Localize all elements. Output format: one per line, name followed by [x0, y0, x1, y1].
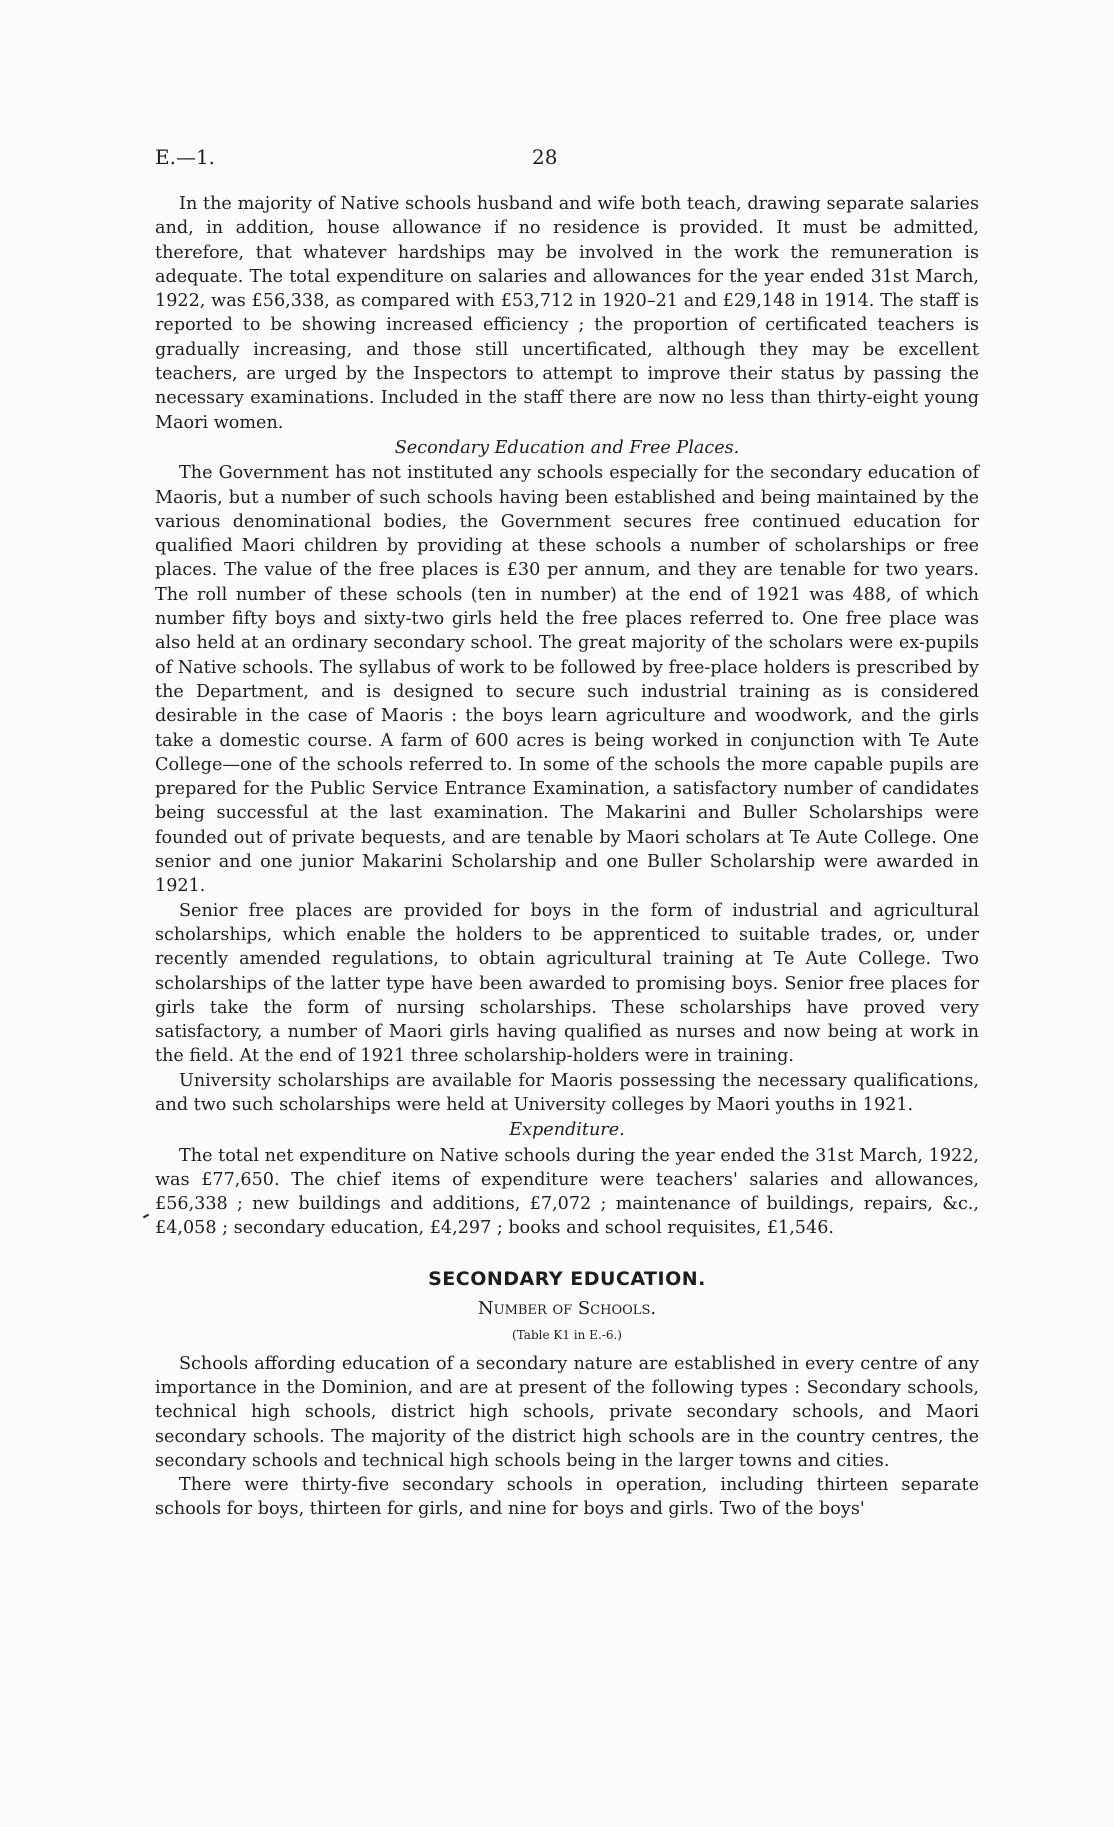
document-body: [155, 192, 979, 1522]
margin-mark: [143, 1214, 149, 1219]
paragraph-expenditure: The total net expenditure on Native schools during the year ended the 31st March, 1922, was £77,650. The chief items of expenditure were teachers' salaries and allowances, £56,338 ; new buildings and additions, £7,072 ; maintenance of buildings, repairs, &c., £4,058 ; secondary education, £4,297 ; books and school requisites, £1,546.: [155, 1145, 979, 1239]
paragraph-native-school-salaries: In the majority of Native schools husband and wife both teach, drawing separate salaries and, in addition, house allowance if no residence is provided. It must be admitted, therefore, that whatever hardships may be involved in the work the remuneration is adequate. The total expenditure on salaries and allowances for the year ended 31st March, 1922, was £56,338, as compared with £53,712 in 1920–21 and £29,148 in 1914. The staff is reported to be showing increased efficiency ; the proportion of certificated teachers is gradually increasing, and those still uncertificated, although they may be excellent teachers, are urged by the Inspectors to attempt to improve their status by passing the necessary examinations. Included in the staff there are now no less than thirty-eight young Maori women.: [155, 194, 979, 433]
subheading-expenditure: Expenditure.: [509, 1120, 625, 1141]
section-title: SECONDARY EDUCATION.: [428, 1267, 706, 1290]
document-reference: E.—1.: [155, 145, 216, 169]
paragraph-school-count: There were thirty-five secondary schools in operation, including thirteen separate schools for boys, thirteen for girls, and nine for boys and girls. Two of the boys': [155, 1475, 979, 1520]
subheading-secondary-education: Secondary Education and Free Places.: [394, 437, 740, 458]
paragraph-school-types: Schools affording education of a secondary nature are established in every centre of any importance in the Dominion, and are at present of the following types : Secondary schools, technical high schools, district high schools, private secondary schools, and Maori secondary schools. The majority of the district high schools are in the country centres, the secondary schools and technical high schools being in the larger towns and cities.: [155, 1353, 979, 1471]
paragraph-free-places: The Government has not instituted any schools especially for the secondary education of Maoris, but a number of such schools having been established and being maintained by the various denominational bodies, the Government secures free continued education for qualified Maori children by providing at these schools a number of scholarships or free places. The value of the free places is £30 per annum, and they are tenable for two years. The roll number of these schools (ten in number) at the end of 1921 was 488, of which number fifty boys and sixty-two girls held the free places referred to. One free place was also held at an ordinary secondary school. The great majority of the scholars were ex-pupils of Native schools. The syllabus of work to be followed by free-place holders is prescribed by the Department, and is designed to secure such industrial training as is considered desirable in the case of Maoris : the boys learn agriculture and woodwork, and the girls take a domestic course. A farm of 600 acres is being worked in conjunction with Te Aute College—one of the schools referred to. In some of the schools the more capable pupils are prepared for the Public Service Entrance Examination, a satisfactory number of candidates being successful at the last examination. The Makarini and Buller Scholarships were founded out of private bequests, and are tenable by Maori scholars at Te Aute College. One senior and one junior Makarini Scholarship and one Buller Scholarship were awarded in 1921.: [155, 463, 979, 897]
subsection-title: Number of Schools.: [477, 1298, 657, 1320]
page-number: 28: [532, 145, 558, 169]
table-reference-note: (Table K1 in E.-6.): [512, 1328, 622, 1343]
paragraph-senior-free-places: Senior free places are provided for boys in the form of industrial and agricultural scholarships, which enable the holders to be apprenticed to suitable trades, or, under recently amended regulations, to obtain agricultural training at Te Aute College. Two scholarships of the latter type have been awarded to promising boys. Senior free places for girls take the form of nursing scholarships. These scholarships have proved very satisfactory, a number of Maori girls having qualified as nurses and now being at work in the field. At the end of 1921 three scholarship-holders were in training.: [155, 900, 979, 1067]
paragraph-university-scholarships: University scholarships are available for Maoris possessing the necessary qualifications, and two such scholarships were held at University colleges by Maori youths in 1921.: [155, 1070, 979, 1115]
